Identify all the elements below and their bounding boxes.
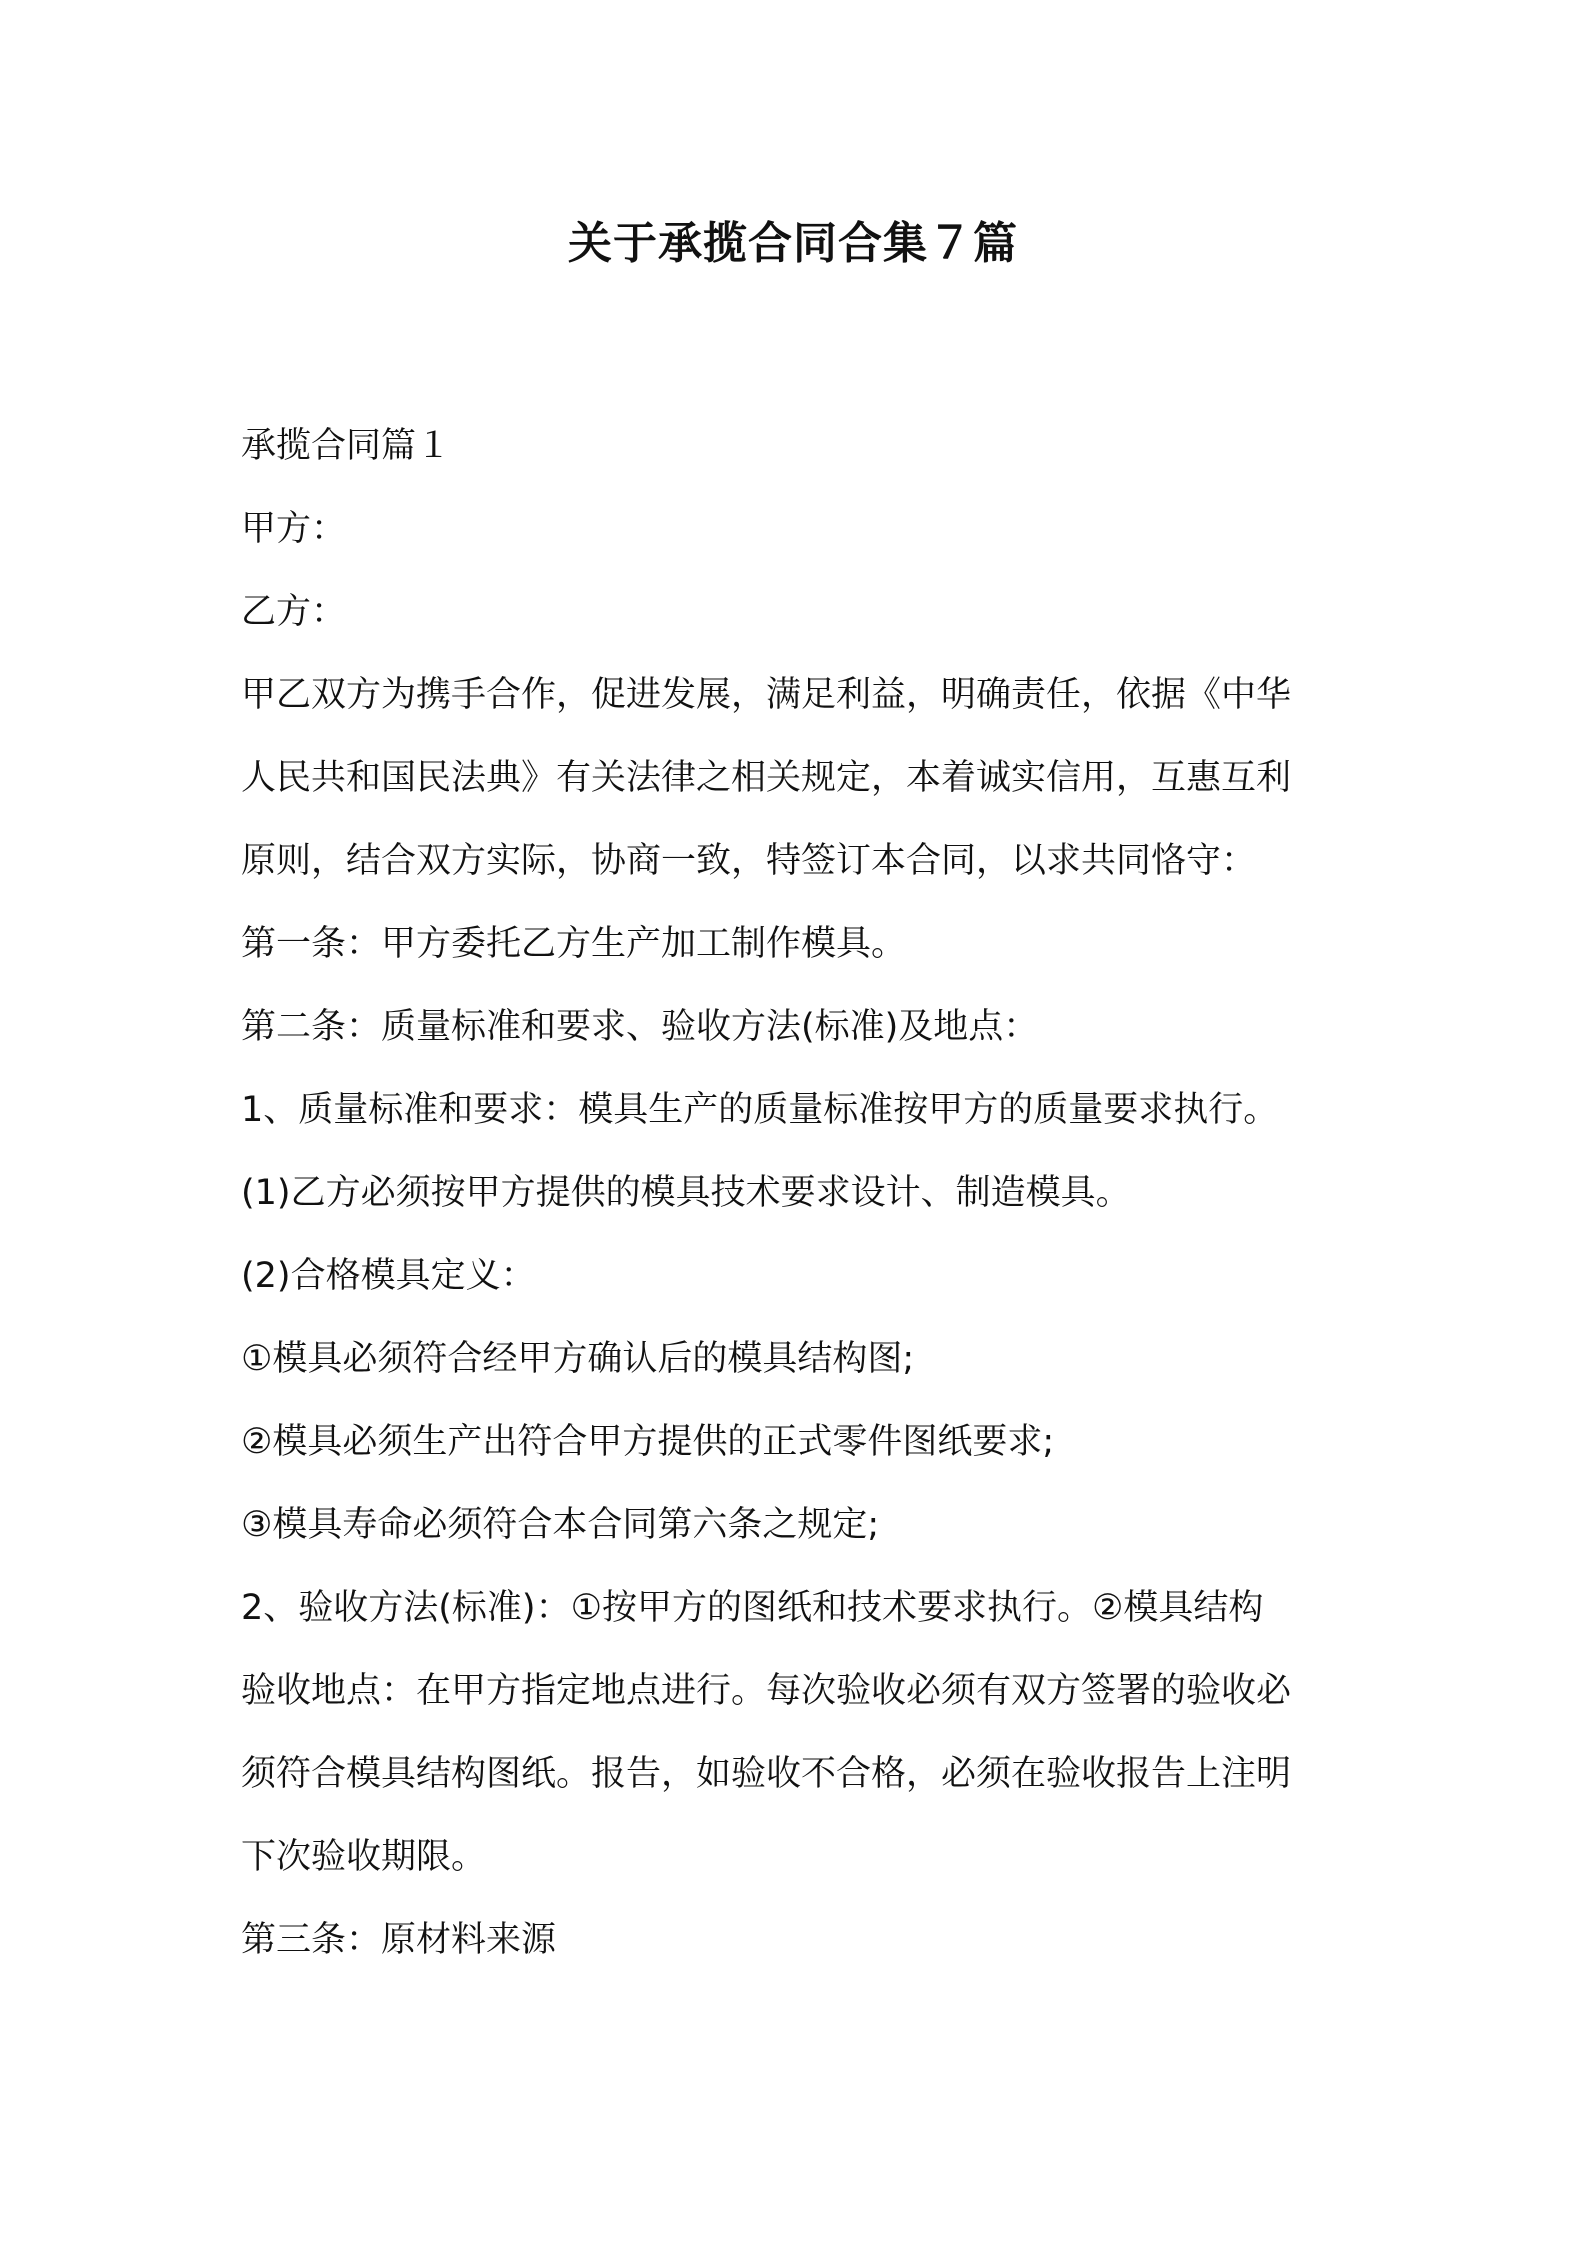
paragraph-line: 甲乙双方为携手合作，促进发展，满足利益，明确责任，依据《中华 [241,675,1292,715]
paragraph-line: 原则，结合双方实际，协商一致，特签订本合同，以求共同恪守： [241,841,1257,881]
document-title: 关于承揽合同合集７篇 [568,218,1018,269]
sub-clause-1: (1)乙方必须按甲方提供的模具技术要求设计、制造模具。 [241,1173,1131,1213]
paragraph-line: 人民共和国民法典》有关法律之相关规定，本着诚实信用，互惠互利 [241,758,1292,798]
paragraph-line: 下次验收期限。 [241,1837,487,1877]
paragraph-line: 验收地点：在甲方指定地点进行。每次验收必须有双方签署的验收必 [241,1671,1292,1711]
paragraph-line: 须符合模具结构图纸。报告，如验收不合格，必须在验收报告上注明 [241,1754,1292,1794]
document-body [241,405,1361,1982]
article-1: 第一条：甲方委托乙方生产加工制作模具。 [241,924,907,964]
article-3: 第三条：原材料来源 [241,1920,557,1960]
clause-2: 2、验收方法(标准)：①按甲方的图纸和技术要求执行。②模具结构 [241,1588,1264,1628]
clause-1: 1、质量标准和要求：模具生产的质量标准按甲方的质量要求执行。 [241,1090,1279,1130]
party-b-label: 乙方： [241,592,347,632]
party-a-label: 甲方： [241,509,347,549]
section-heading-contract-1: 承揽合同篇１ [241,426,452,466]
article-2: 第二条：质量标准和要求、验收方法(标准)及地点： [241,1007,1039,1047]
sub-clause-2: (2)合格模具定义： [241,1256,536,1296]
list-item: ②模具必须生产出符合甲方提供的正式零件图纸要求; [241,1422,1055,1462]
list-item: ③模具寿命必须符合本合同第六条之规定; [241,1505,880,1545]
list-item: ①模具必须符合经甲方确认后的模具结构图; [241,1339,915,1379]
